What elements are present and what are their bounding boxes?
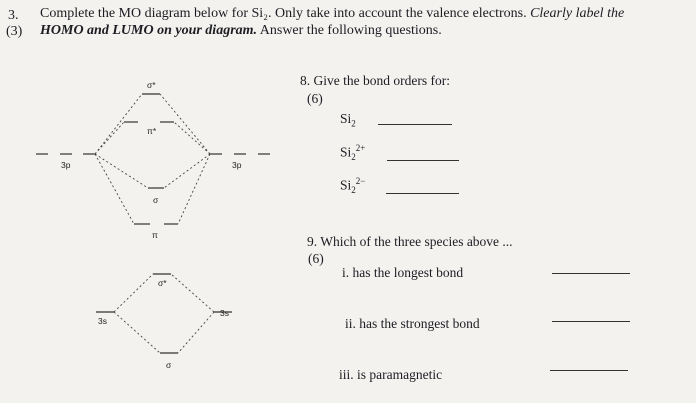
species-subscript: 2 <box>351 185 356 196</box>
species-subscript: 2 <box>351 118 356 129</box>
q8-title: 8. Give the bond orders for: <box>300 73 450 88</box>
q9-points: (6) <box>308 251 324 266</box>
sigma-star-3p-label: σ* <box>147 80 156 90</box>
answer-line-paramagnetic[interactable] <box>550 370 628 371</box>
sigma-3s-label: σ <box>166 360 172 370</box>
pi-star-label: π* <box>147 126 157 136</box>
homo-lumo-instruction: HOMO and LUMO on your diagram. <box>40 23 258 38</box>
pi-label: π <box>152 230 158 240</box>
bond-order-answer-line-si2[interactable] <box>378 124 452 125</box>
q9-item-paramagnetic: iii. is paramagnetic <box>339 367 443 382</box>
sigma-star-3s-label: σ* <box>158 278 167 288</box>
species-charge: 2+ <box>355 143 366 153</box>
q8-points: (6) <box>307 91 323 106</box>
q9-item-strongest-bond: ii. has the strongest bond <box>345 316 480 331</box>
species-charge: 2− <box>355 176 366 186</box>
question-points: (3) <box>6 24 23 39</box>
species-base: Si <box>340 111 352 126</box>
species-base: Si <box>340 144 352 160</box>
answer-line-strongest-bond[interactable] <box>552 321 630 322</box>
sigma-3p-label: σ <box>153 195 159 205</box>
mo-diagram <box>0 0 300 403</box>
species-si2-2plus <box>340 143 365 162</box>
question-number: 3. <box>8 8 19 23</box>
species-subscript: 2 <box>351 152 356 163</box>
answer-instruction: Answer the following questions. <box>259 23 442 38</box>
bond-order-answer-line-si2-2plus[interactable] <box>387 160 459 161</box>
instruction-emphasis: Clearly label the <box>530 6 625 21</box>
right-3p-label: 3p <box>232 160 242 170</box>
left-3p-label: 3p <box>61 160 71 170</box>
bond-order-answer-line-si2-2minus[interactable] <box>386 193 459 194</box>
species-si2-2minus <box>340 176 365 195</box>
species-si2 <box>340 111 356 129</box>
instruction-text: Complete the MO diagram below for Si₂. Only take into account the valence electrons. <box>40 6 527 21</box>
species-base: Si <box>340 177 352 193</box>
q9-title: 9. Which of the three species above ... <box>307 234 513 249</box>
answer-line-longest-bond[interactable] <box>552 273 630 274</box>
q9-item-longest-bond: i. has the longest bond <box>342 265 464 280</box>
right-3s-label: 3s <box>220 308 229 318</box>
left-3s-label: 3s <box>98 316 107 326</box>
